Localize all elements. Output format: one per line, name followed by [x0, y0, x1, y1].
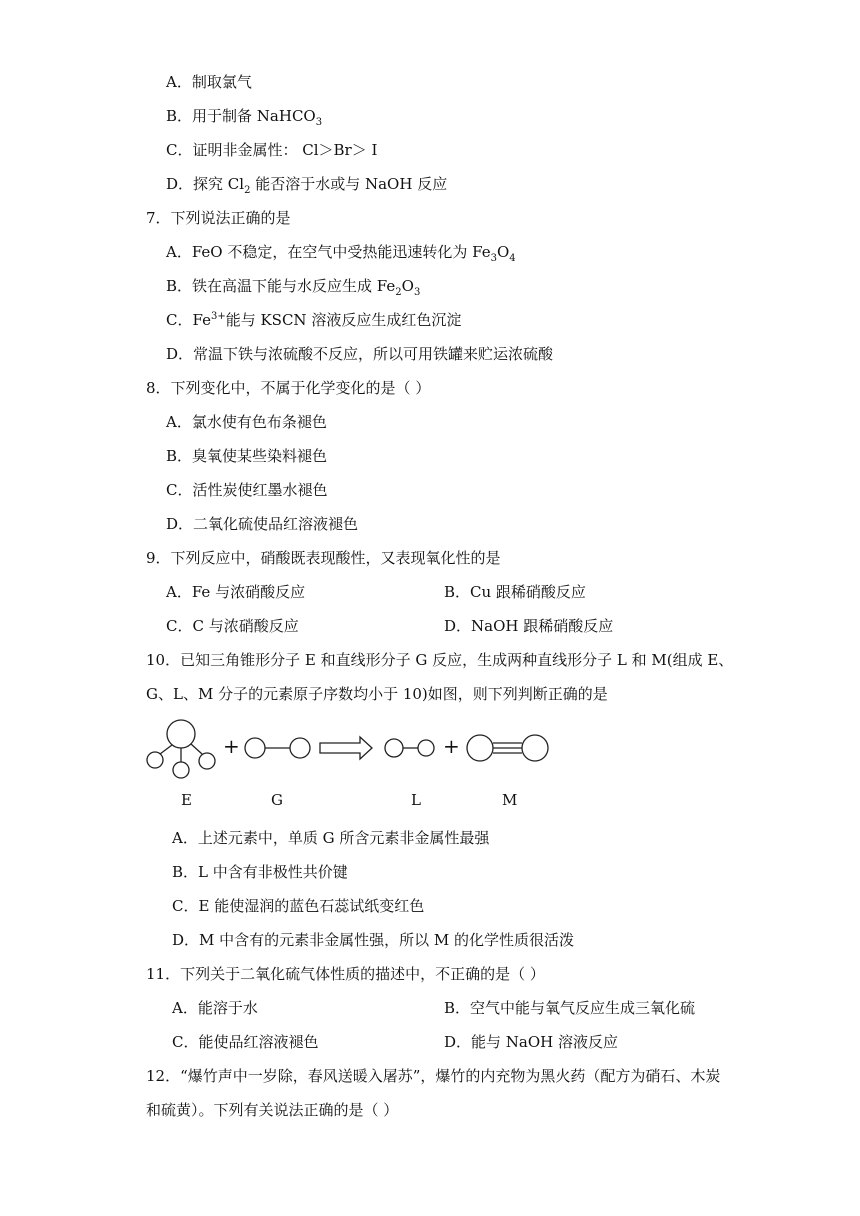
plus-sign-2: +	[443, 734, 460, 758]
molecule-l-atom-2	[418, 740, 434, 756]
molecule-m	[467, 735, 548, 761]
q7-option-d: D．常温下铁与浓硫酸不反应，所以可用铁罐来贮运浓硫酸	[166, 345, 554, 363]
q6-option-b: B．用于制备 NaHCO$_3$	[166, 107, 323, 128]
q8-stem: 8．下列变化中，不属于化学变化的是（ ）	[146, 379, 431, 397]
q9-option-a: A．Fe 与浓硝酸反应	[166, 583, 306, 601]
q10-option-b: B．L 中含有非极性共价键	[172, 863, 348, 881]
q10-option-d: D．M 中含有的元素非金属性强，所以 M 的化学性质很活泼	[172, 931, 575, 949]
molecule-reaction-diagram	[140, 714, 560, 814]
q10-stem-line2: G、L、M 分子的元素原子序数均小于 10)如图，则下列判断正确的是	[146, 685, 608, 703]
q10-stem-line1: 10．已知三角锥形分子 E 和直线形分子 G 反应，生成两种直线形分子 L 和 M(组成 E、	[146, 651, 734, 669]
q11-option-c: C．能使品红溶液褪色	[172, 1033, 319, 1051]
molecule-e	[147, 720, 215, 778]
q11-option-a: A．能溶于水	[172, 999, 258, 1017]
molecule-diagram-svg	[140, 714, 560, 814]
molecule-g	[245, 738, 310, 758]
q8-option-a: A．氯水使有色布条褪色	[166, 413, 327, 431]
q9-stem: 9．下列反应中，硝酸既表现酸性，又表现氧化性的是	[146, 549, 501, 567]
q12-stem-line2: 和硫黄）。下列有关说法正确的是（ ）	[146, 1101, 399, 1119]
molecule-g-atom-1	[245, 738, 265, 758]
q11-option-b: B．空气中能与氧气反应生成三氧化硫	[444, 999, 696, 1017]
label-m: M	[502, 791, 518, 809]
q7-option-a: A．FeO 不稳定，在空气中受热能迅速转化为 $Fe_3O_4$	[166, 243, 516, 264]
q8-option-b: B．臭氧使某些染料褪色	[166, 447, 328, 465]
molecule-l-atom-1	[385, 739, 403, 757]
molecule-e-atom-3	[199, 753, 215, 769]
q11-stem: 11．下列关于二氧化硫气体性质的描述中，不正确的是（ ）	[146, 965, 545, 983]
q9-option-c: C．C 与浓硝酸反应	[166, 617, 299, 635]
q8-option-d: D．二氧化硫使品红溶液褪色	[166, 515, 359, 533]
molecule-m-atom-2	[522, 735, 548, 761]
label-l: L	[411, 791, 421, 809]
molecule-g-atom-2	[290, 738, 310, 758]
q10-option-a: A．上述元素中，单质 G 所含元素非金属性最强	[172, 829, 490, 847]
molecule-e-atom-2	[173, 762, 189, 778]
q6-option-c: C．证明非金属性： Cl＞Br＞ I	[166, 141, 378, 159]
q7-stem: 7．下列说法正确的是	[146, 209, 291, 227]
label-e: E	[181, 791, 192, 809]
q10-option-c: C．E 能使湿润的蓝色石蕊试纸变红色	[172, 897, 425, 915]
q7-option-b: B．铁在高温下能与水反应生成 $Fe_2O_3$	[166, 277, 421, 298]
q12-stem-line1: 12．“爆竹声中一岁除，春风送暖入屠苏”，爆竹的内充物为黑火药（配方为硝石、木炭	[146, 1067, 721, 1085]
molecule-e-central-atom	[167, 720, 195, 748]
q9-option-b: B．Cu 跟稀硝酸反应	[444, 583, 586, 601]
q11-option-d: D．能与 NaOH 溶液反应	[444, 1033, 619, 1051]
molecule-e-atom-1	[147, 752, 163, 768]
q9-option-d: D．NaOH 跟稀硝酸反应	[444, 617, 614, 635]
q7-option-c: C．$Fe^{3+}$能与 KSCN 溶液反应生成红色沉淀	[166, 311, 462, 329]
molecule-l	[385, 739, 434, 757]
plus-sign-1: +	[223, 734, 240, 758]
molecule-m-atom-1	[467, 735, 493, 761]
q6-option-d: D．探究 $Cl_2$ 能否溶于水或与 NaOH 反应	[166, 175, 448, 196]
q6-option-a: A．制取氯气	[166, 73, 252, 91]
reaction-arrow-icon	[320, 737, 372, 759]
label-g: G	[271, 791, 283, 809]
q8-option-c: C．活性炭使红墨水褪色	[166, 481, 328, 499]
